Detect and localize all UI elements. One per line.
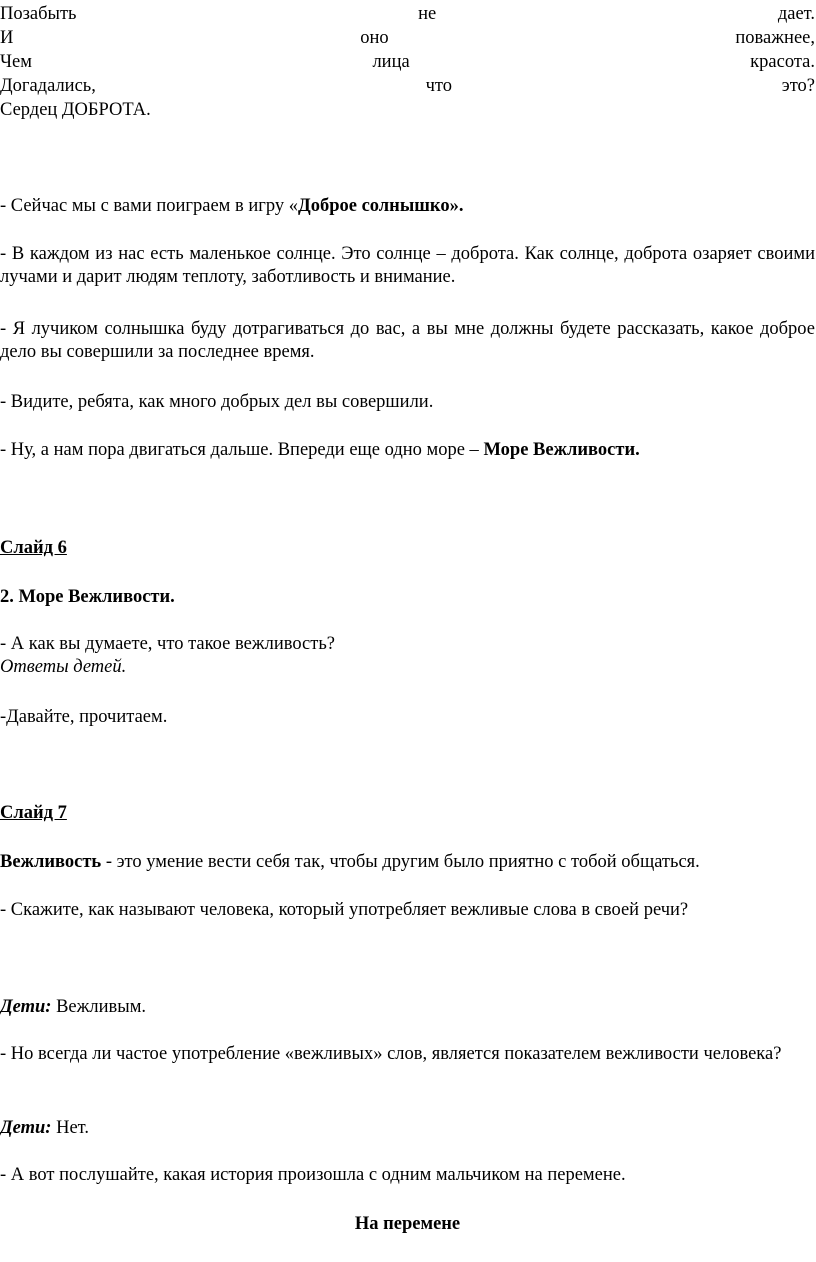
answer-no	[0, 1117, 815, 1140]
verse-word: дает.	[777, 4, 815, 24]
game-name: Доброе солнышко».	[297, 196, 464, 216]
poem-verse	[0, 3, 815, 123]
definition-paragraph	[0, 851, 815, 874]
sea-name: Море Вежливости.	[483, 440, 640, 460]
move-on-text: - Ну, а нам пора двигаться дальше. Впереди еще одно море –	[0, 440, 484, 460]
verse-word: Догадались,	[0, 76, 96, 96]
question-polite-person: - Скажите, как называют человека, который употребляет вежливые слова в своей речи?	[0, 900, 689, 920]
ray-paragraph: - Я лучиком солнышка буду дотрагиваться до вас, а вы мне должны будете рассказать, какое доброе дело вы совершили за последнее время.	[0, 319, 815, 362]
answer-polite	[0, 996, 815, 1019]
verse-word: Сердец ДОБРОТА.	[0, 100, 151, 120]
section-title: 2. Море Вежливости.	[0, 587, 175, 607]
children-answers: Ответы детей.	[0, 657, 127, 677]
slide-7-heading	[0, 802, 815, 825]
verse-line	[0, 27, 815, 51]
verse-line	[0, 75, 815, 99]
verse-word: не	[418, 4, 437, 24]
verse-word: красота.	[750, 52, 815, 72]
move-on-paragraph	[0, 439, 815, 462]
verse-line	[0, 3, 815, 27]
verse-word: Позабыть	[0, 4, 77, 24]
story-intro: - А вот послушайте, какая история произошла с одним мальчиком на перемене.	[0, 1165, 626, 1185]
verse-word: лица	[372, 52, 410, 72]
story-title: На перемене	[354, 1214, 461, 1234]
slide-7-label: Слайд 7	[0, 803, 67, 823]
game-intro-paragraph	[0, 195, 815, 218]
read-prompt: -Давайте, прочитаем.	[0, 707, 168, 727]
sun-paragraph: - В каждом из нас есть маленькое солнце. Это солнце – доброта. Как солнце, доброта озаряет своими лучами и дарит людям теплоту, заботливость и внимание.	[0, 244, 815, 287]
slide-6-heading: Слайд 6	[0, 538, 67, 558]
verse-word: это?	[781, 76, 815, 96]
verse-line	[0, 51, 815, 75]
answer-text: Нет.	[51, 1118, 89, 1138]
verse-line	[0, 99, 815, 123]
verse-word: оно	[360, 28, 389, 48]
speaker-children: Дети:	[0, 1118, 52, 1138]
verse-word: Чем	[0, 52, 32, 72]
question-frequent-use: - Но всегда ли частое употребление «вежливых» слов, является показателем вежливости человека?	[0, 1044, 782, 1064]
verse-word: что	[425, 76, 453, 96]
answer-text: Вежливым.	[51, 997, 147, 1017]
speaker-children: Дети:	[0, 997, 52, 1017]
many-deeds-paragraph: - Видите, ребята, как много добрых дел вы совершили.	[0, 392, 434, 412]
definition-text: - это умение вести себя так, чтобы другим было приятно с тобой общаться.	[101, 852, 700, 872]
verse-word: И	[0, 28, 14, 48]
game-intro-text: - Сейчас мы с вами поиграем в игру «	[0, 196, 298, 216]
verse-word: поважнее,	[735, 28, 815, 48]
question-politeness: - А как вы думаете, что такое вежливость?	[0, 634, 335, 654]
definition-term: Вежливость	[0, 852, 102, 872]
